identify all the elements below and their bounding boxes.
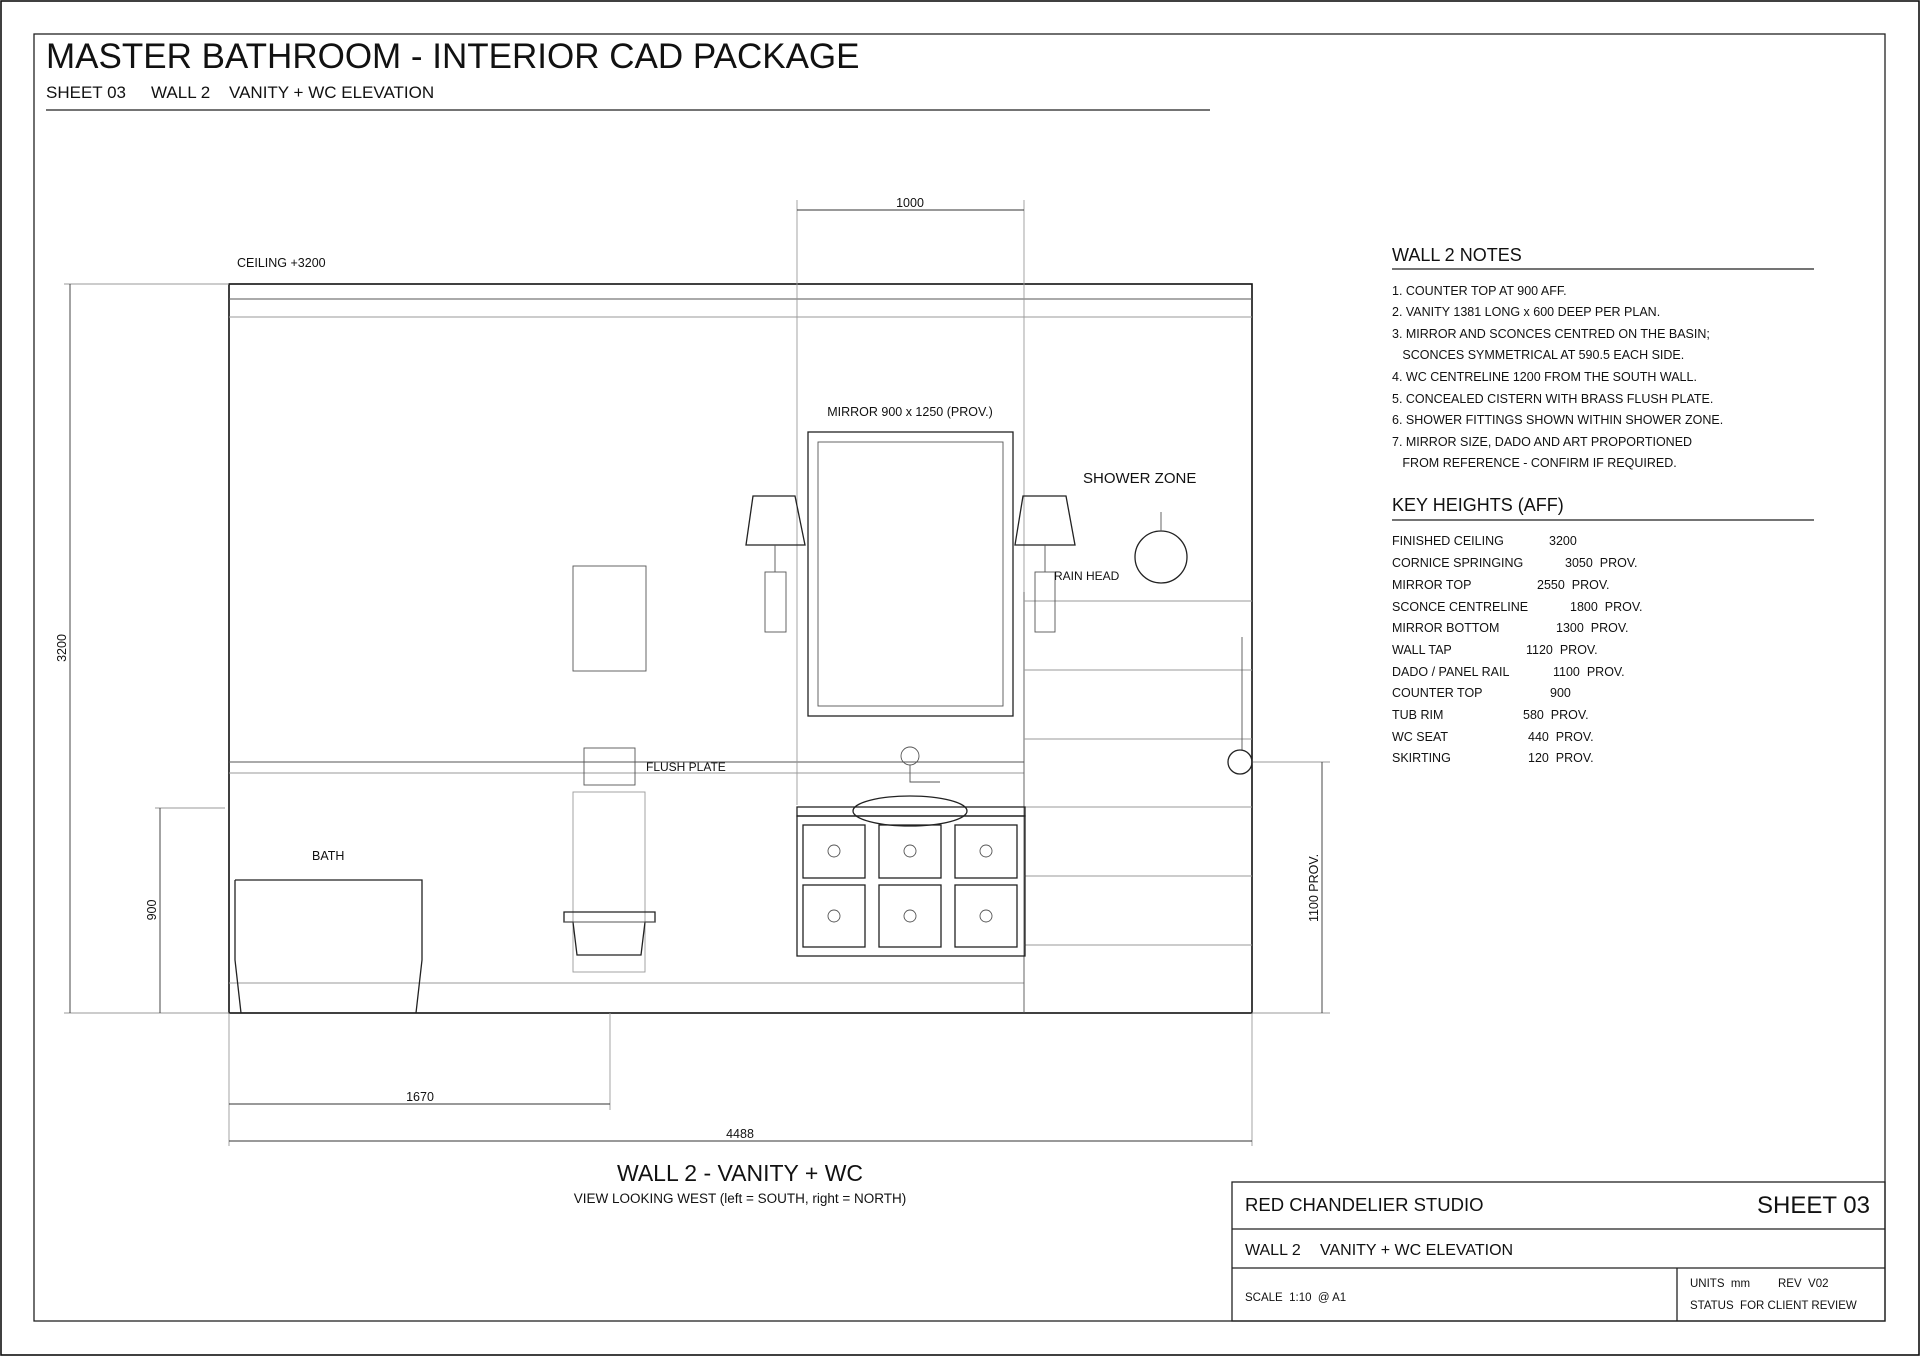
- ceiling-label: CEILING +3200: [237, 256, 326, 270]
- key-height-label: COUNTER TOP: [1392, 686, 1483, 700]
- wall-notes: [1392, 245, 1814, 470]
- studio-name: RED CHANDELIER STUDIO: [1245, 1194, 1484, 1215]
- note-line: SCONCES SYMMETRICAL AT 590.5 EACH SIDE.: [1392, 348, 1685, 362]
- key-heights-heading: KEY HEIGHTS (AFF): [1392, 495, 1564, 515]
- dim-label-height: 3200: [55, 634, 69, 662]
- drawer-knob: [980, 910, 992, 922]
- note-line: 1. COUNTER TOP AT 900 AFF.: [1392, 284, 1567, 298]
- bath-tub: [235, 880, 422, 1013]
- bath-label: BATH: [312, 849, 345, 863]
- shower-mixer: [1228, 750, 1252, 774]
- page-title: MASTER BATHROOM - INTERIOR CAD PACKAGE: [46, 37, 860, 76]
- title-block-units: UNITS mm: [1690, 1278, 1751, 1290]
- dim-label-tap: 1100 PROV.: [1307, 853, 1321, 923]
- vanity-drawer: [955, 825, 1017, 878]
- key-height-value: 580 PROV.: [1523, 708, 1589, 722]
- rain-head: [1135, 531, 1187, 583]
- wc-pan: [564, 912, 655, 955]
- note-line: 6. SHOWER FITTINGS SHOWN WITHIN SHOWER ZONE.: [1392, 413, 1724, 427]
- tap-spout: [910, 765, 940, 782]
- elevation-drawing: [55, 196, 1330, 1206]
- key-height-value: 1800 PROV.: [1570, 600, 1643, 614]
- dim-label-counter: 900: [145, 899, 159, 921]
- sheet-number: SHEET 03: [1757, 1192, 1870, 1219]
- key-height-value: 1100 PROV.: [1553, 665, 1625, 679]
- vanity-drawer: [803, 825, 865, 878]
- rain-head-label: RAIN HEAD: [1054, 569, 1120, 583]
- title-block-rev: REV V02: [1778, 1278, 1829, 1290]
- drawer-knob: [828, 845, 840, 857]
- vanity-countertop: [797, 807, 1025, 816]
- shower-zone-label: SHOWER ZONE: [1083, 470, 1197, 487]
- notes-heading: WALL 2 NOTES: [1392, 245, 1522, 265]
- key-height-value: 1300 PROV.: [1556, 621, 1629, 635]
- vessel-basin: [853, 796, 967, 826]
- sconce-left: [746, 496, 805, 632]
- key-height-label: WC SEAT: [1392, 730, 1449, 744]
- dim-label-top: 1000: [896, 196, 924, 210]
- sconce-shade: [746, 496, 805, 545]
- subtitle-sheet: SHEET 03: [46, 83, 127, 102]
- vanity-cabinet: [797, 816, 1025, 956]
- elevation-caption-title: WALL 2 - VANITY + WC: [616, 1160, 864, 1186]
- key-height-label: FINISHED CEILING: [1392, 534, 1504, 548]
- key-height-value: 900: [1550, 686, 1571, 700]
- title-block-desc: VANITY + WC ELEVATION: [1320, 1242, 1514, 1259]
- key-height-label: DADO / PANEL RAIL: [1392, 665, 1510, 679]
- dim-label-total: 4488: [726, 1127, 754, 1141]
- title-block-scale: SCALE 1:10 @ A1: [1245, 1292, 1347, 1304]
- note-line: 3. MIRROR AND SCONCES CENTRED ON THE BASIN;: [1392, 327, 1710, 341]
- vanity-drawers: [803, 825, 1017, 947]
- key-height-label: MIRROR TOP: [1392, 578, 1472, 592]
- vanity-drawer: [955, 885, 1017, 947]
- concealed-cistern: [573, 792, 645, 972]
- drawer-knob: [904, 910, 916, 922]
- subtitle-wall: WALL 2: [151, 83, 211, 102]
- note-line: 4. WC CENTRELINE 1200 FROM THE SOUTH WALL.: [1392, 370, 1697, 384]
- dim-label-wc: 1670: [406, 1090, 434, 1104]
- key-height-value: 3200: [1549, 534, 1577, 548]
- key-height-value: 440 PROV.: [1528, 730, 1594, 744]
- sconce-backplate: [1035, 572, 1055, 632]
- outer-border: [1, 1, 1919, 1355]
- key-height-value: 120 PROV.: [1528, 751, 1594, 765]
- key-height-label: WALL TAP: [1392, 643, 1452, 657]
- key-height-value: 2550 PROV.: [1537, 578, 1610, 592]
- key-heights: [1392, 495, 1814, 765]
- flush-plate: [584, 748, 635, 785]
- vanity-drawer: [879, 885, 941, 947]
- mirror-glass: [818, 442, 1003, 706]
- note-line: FROM REFERENCE - CONFIRM IF REQUIRED.: [1392, 456, 1677, 470]
- drawer-knob: [980, 845, 992, 857]
- mirror-label: MIRROR 900 x 1250 (PROV.): [827, 405, 993, 419]
- key-height-label: SKIRTING: [1392, 751, 1451, 765]
- vanity-drawer: [803, 885, 865, 947]
- drawer-knob: [904, 845, 916, 857]
- sconce-backplate: [765, 572, 786, 632]
- wall-outline: [229, 284, 1252, 1013]
- key-height-label: SCONCE CENTRELINE: [1392, 600, 1529, 614]
- key-height-label: CORNICE SPRINGING: [1392, 556, 1524, 570]
- mirror-frame: [808, 432, 1013, 716]
- elevation-caption-sub: VIEW LOOKING WEST (left = SOUTH, right = NORTH): [573, 1191, 907, 1206]
- key-height-value: 3050 PROV.: [1565, 556, 1638, 570]
- title-block: [1232, 1182, 1885, 1321]
- wall-artwork: [573, 566, 646, 671]
- key-height-label: MIRROR BOTTOM: [1392, 621, 1500, 635]
- subtitle-desc: VANITY + WC ELEVATION: [229, 83, 435, 102]
- key-height-value: 1120 PROV.: [1526, 643, 1598, 657]
- key-height-label: TUB RIM: [1392, 708, 1444, 722]
- note-line: 5. CONCEALED CISTERN WITH BRASS FLUSH PLATE.: [1392, 392, 1714, 406]
- drawer-knob: [828, 910, 840, 922]
- note-line: 7. MIRROR SIZE, DADO AND ART PROPORTIONED: [1392, 435, 1693, 449]
- flush-plate-label: FLUSH PLATE: [646, 760, 726, 774]
- title-block-wall: WALL 2: [1245, 1242, 1301, 1259]
- title-block-status: STATUS FOR CLIENT REVIEW: [1690, 1300, 1857, 1312]
- note-line: 2. VANITY 1381 LONG x 600 DEEP PER PLAN.: [1392, 305, 1661, 319]
- vanity-drawer: [879, 825, 941, 878]
